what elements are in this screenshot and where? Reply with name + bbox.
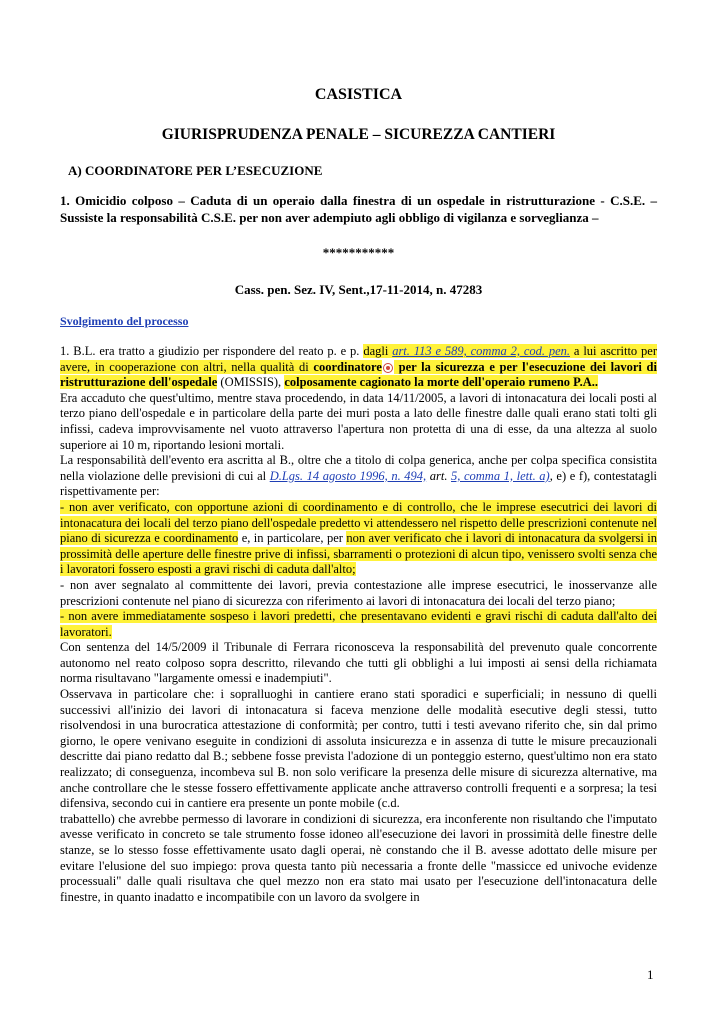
section-heading: A) COORDINATORE PER L’ESECUZIONE: [68, 163, 323, 178]
p3-highlight: - non aver verificato, con opportune azioni di coordinamento e di controllo, che le imprese esecutrici dei lavori di intonacatura dei locali del terzo piano dell'ospedale predetto vi attendessero nel rispetto delle prescrizioni contenute nel piano di sicurezza e coordinamento: [60, 499, 657, 546]
process-link[interactable]: Svolgimento del processo: [60, 314, 189, 328]
p2-text-end: , e) e f), contestatagli rispettivamente per:: [60, 468, 658, 499]
paragraph-3: [60, 500, 657, 578]
document-page: [60, 0, 657, 1024]
dlgs-494-link[interactable]: D.Lgs. 14 agosto 1996, n. 494,: [269, 468, 427, 483]
stars-separator: ***********: [322, 245, 395, 260]
p1-omissis: (OMISSIS),: [217, 375, 285, 390]
comment-marker-icon[interactable]: [383, 363, 393, 373]
paragraph-6: Con sentenza del 14/5/2009 il Tribunale di Ferrara riconosceva la responsabilità del prevenuto quale concorrente autonomo nel reato colposo sopra descritto, rilevando che tutti gli obblighi a lui imposti ai sensi della richiamata norma risultavano "largamente omessi e inadempiuti".: [60, 640, 657, 686]
p3-text: e, in particolare, per: [238, 531, 347, 546]
paragraph-2: [60, 453, 657, 500]
doc-title: CASISTICA: [314, 86, 403, 103]
p1-bold-highlight: per la sicurezza e per l'esecuzione dei lavori di ristrutturazione dell'ospedale: [60, 359, 657, 390]
coordinatore-text: coordinatore: [313, 359, 382, 374]
paragraph-1b: Era accaduto che quest'ultimo, mentre stava procedendo, in data 14/11/2005, a lavori di intonacatura dei locali posti al terzo piano dell'ospedale e in particolare della parte dei muri posta a lato delle finestre dalle quali erano stati tolti gli infissi, cadeva improvvisamente nel vuoto attraverso l'apertura non protetta di una di esse, da una altezza al suolo superiore ai 10 m, riportando lesioni mortali.: [60, 390, 657, 452]
p1-text: 1. B.L. era tratto a giudizio per rispondere del reato p. e p.: [60, 344, 364, 358]
p5-highlight: - non avere immediatamente sospeso i lavori predetti, che presentavano evidenti e gravi rischi di caduta dall'alto dei lavoratori.: [60, 609, 657, 639]
p1-highlight: dagli: [363, 344, 393, 358]
case-heading: 1. Omicidio colposo – Caduta di un operaio dalla finestra di un ospedale in ristrutturazione - C.S.E. – Sussiste la responsabilità C.S.E. per non aver adempiuto agli obbligo di vigilanza e sorveglianza –: [60, 193, 657, 225]
p3-highlight-2: non aver verificato che i lavori di intonacatura da svolgersi in prossimità delle aperture delle finestre prive di infissi, sbarramenti o protezioni di alcun tipo, venissero svolti senza che i lavoratori fossero esposti a gravi rischi di caduta dall'alto;: [60, 531, 658, 577]
page-number: 1: [647, 967, 654, 982]
case-citation: Cass. pen. Sez. IV, Sent.,17-11-2014, n. 47283: [234, 282, 483, 297]
paragraph-1: [60, 344, 657, 391]
p1-highlight-2: a lui ascritto per avere, in cooperazione con altri, nella qualità di: [60, 344, 658, 374]
p2-text: La responsabilità dell'evento era ascritta al B., oltre che a titolo di colpa generica, anche per colpa specifica consistita nella violazione delle previsioni di cui al: [60, 453, 657, 483]
art-5-link[interactable]: 5, comma 1, lett. a): [451, 468, 550, 483]
document-body: [60, 344, 657, 905]
p1-bold-highlight-2: colposamente cagionato la morte dell'operaio rumeno P.A..: [284, 375, 599, 390]
paragraph-5: [60, 609, 657, 640]
doc-subtitle: GIURISPRUDENZA PENALE – SICUREZZA CANTIERI: [161, 126, 556, 143]
paragraph-7: Osservava in particolare che: i sopralluoghi in cantiere erano stati sporadici e superficiali; in nessuno di quelli successivi all'inizio dei lavori di intonacatura si faceva menzione delle modalità esecutive degli stessi, tutto risolvendosi in una burocratica attestazione di conformità; per contro, tutti i testi avevano riferito che, sin dal primo giorno, le opere venivano eseguite in condizioni di assoluta insicurezza e in assenza di tutte le misure precauzionali descritte dai piano redatto dal B.; sebbene fosse prevista l'adozione di un ponteggio esterno, quest'ultimo non era stato realizzato; di conseguenza, incombeva sul B. non solo verificare la presenza delle misure di sicurezza alternative, ma anche controllare che le stesse fossero effettivamente applicate anche attraverso controlli frequenti e a sorpresa; la tesi difensiva, secondo cui in cantiere era presente un ponte mobile (c.d.: [60, 687, 657, 811]
paragraph-8: trabattello) che avrebbe permesso di lavorare in condizioni di sicurezza, era inconferente non risultando che l'imputato avesse verificato in concreto se tale strumento fosse idoneo all'esecuzione dei lavori in prossimità delle finestre delle stanze, se lo stesso fosse effettivamente usato dagli operai, nè constando che il B. avesse adottato delle misure per evitare l'elusione del suo impiego: prova questa tanto più necessaria a fronte delle "massicce ed univoche evidenze processuali" dalle quali risultava che quel mezzo non era stato mai usato per l'esecuzione dell'intonacatura delle finestre, in quanto inadatto e incompatibile con un lavoro da svolgere in: [60, 811, 657, 904]
paragraph-4: - non aver segnalato al committente dei lavori, previa contestazione alle imprese esecutrici, le inosservanze alle prescrizioni contenute nel piano di sicurezza con riferimento ai lavori di intonacatura dei locali del terzo piano;: [60, 577, 657, 608]
art-113-589-link[interactable]: art. 113 e 589, comma 2, cod. pen.: [392, 344, 571, 358]
p2-art: art.: [426, 468, 452, 483]
